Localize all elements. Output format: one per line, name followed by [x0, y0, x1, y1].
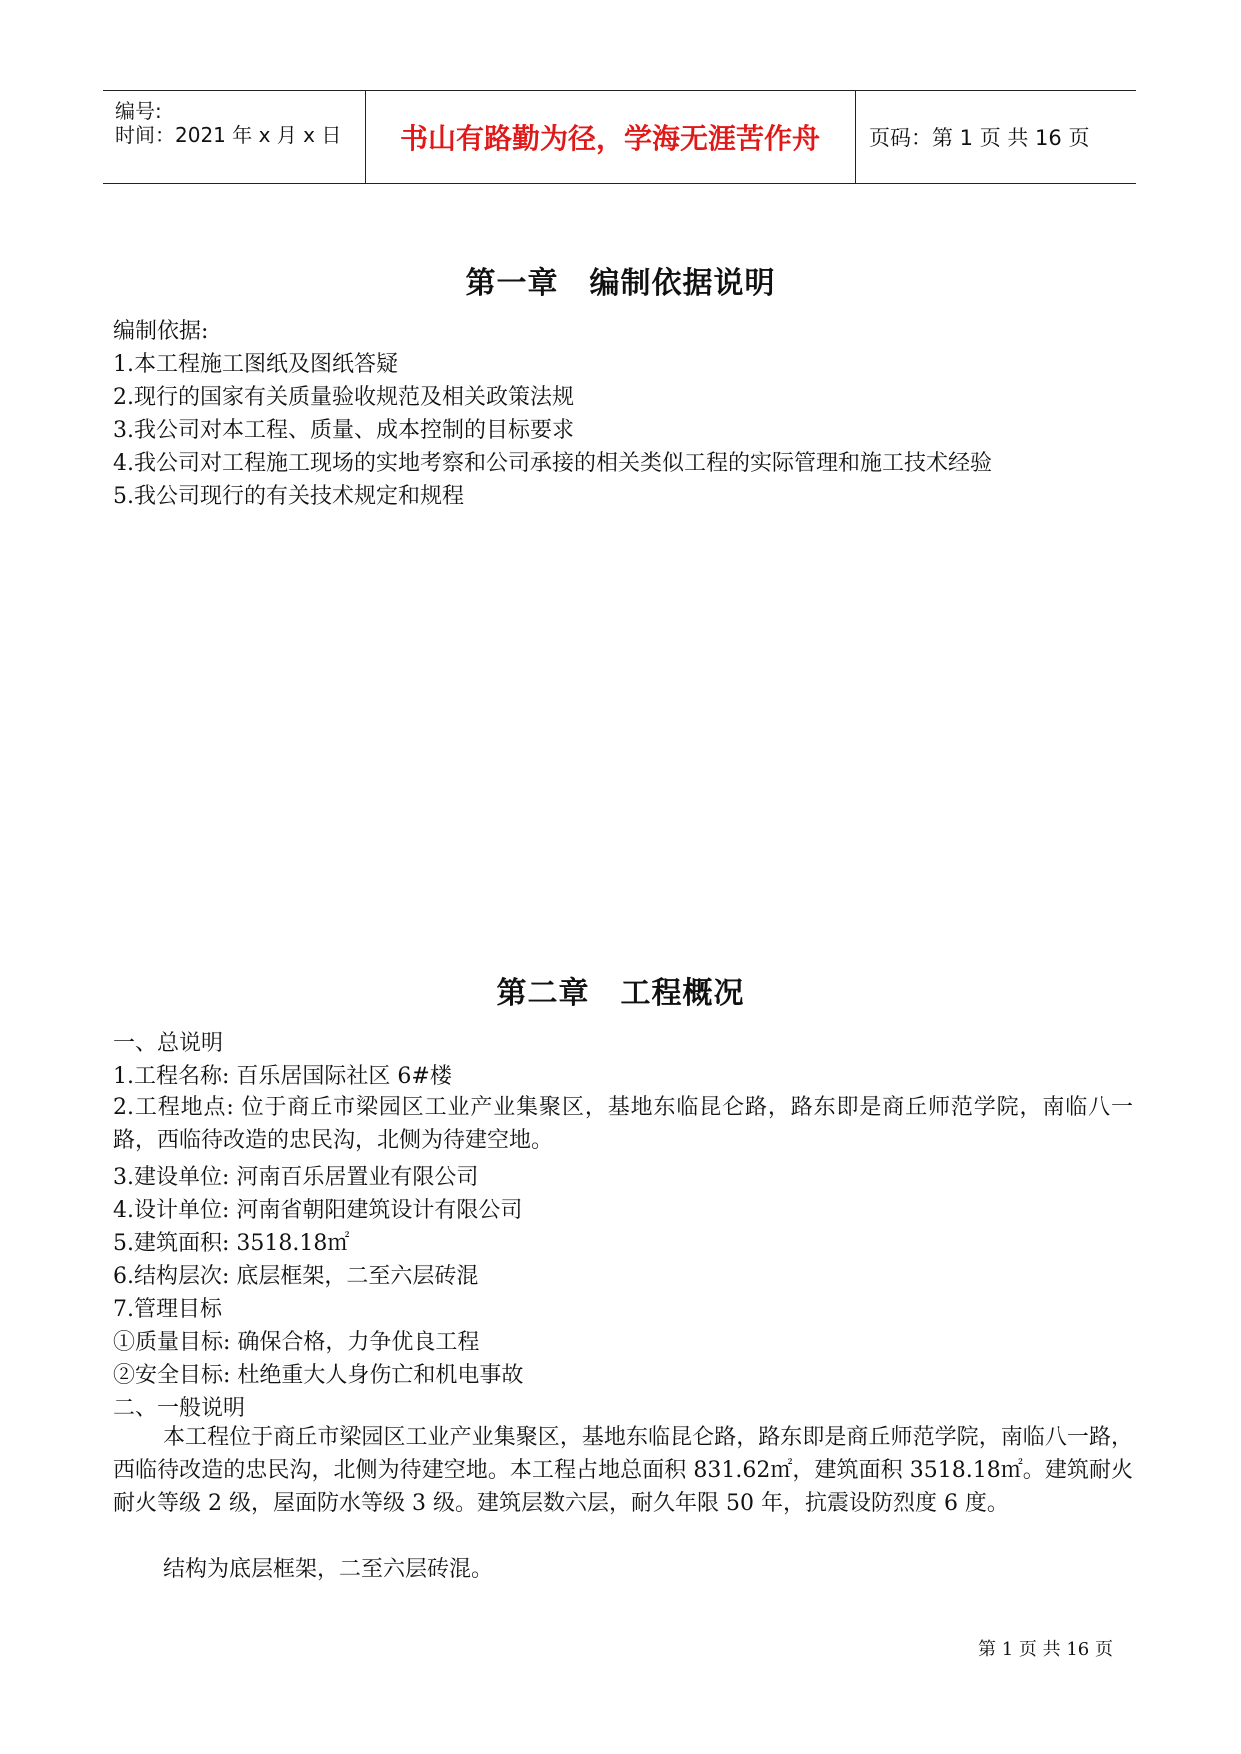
- chapter1-line: 5.我公司现行的有关技术规定和规程: [113, 484, 464, 509]
- chapter2-line: 1.工程名称: 百乐居国际社区 6#楼: [113, 1064, 452, 1089]
- chapter2-line: 一、总说明: [113, 1031, 224, 1056]
- chapter1-line: 编制依据:: [113, 319, 209, 344]
- chapter2-line: 3.建设单位: 河南百乐居置业有限公司: [113, 1165, 479, 1190]
- chapter2-line: ①质量目标: 确保合格，力争优良工程: [113, 1330, 480, 1355]
- chapter2-title: 第二章 工程概况: [496, 976, 745, 1011]
- chapter2-line: 二、一般说明: [113, 1396, 246, 1421]
- document-time-label: 时间：2021 年 x 月 x 日: [115, 123, 342, 147]
- chapter2-line: 7.管理目标: [113, 1297, 222, 1322]
- chapter2-location-paragraph: 2.工程地点: 位于商丘市梁园区工业产业集聚区，基地东临昆仑路，路东即是商丘师范学院，南临八一路，西临待改造的忠民沟，北侧为待建空地。: [113, 1095, 1133, 1153]
- chapter2-structure-paragraph: 结构为底层框架，二至六层砖混。: [163, 1557, 494, 1582]
- page-footer: 第 1 页 共 16 页: [978, 1639, 1113, 1660]
- chapter2-line: ②安全目标: 杜绝重大人身伤亡和机电事故: [113, 1363, 524, 1388]
- chapter1-title: 第一章 编制依据说明: [465, 266, 776, 301]
- chapter1-line: 3.我公司对本工程、质量、成本控制的目标要求: [113, 418, 574, 443]
- chapter2-line: 6.结构层次: 底层框架，二至六层砖混: [113, 1264, 479, 1289]
- header-motto: 书山有路勤为径，学海无涯苦作舟: [365, 91, 856, 183]
- chapter2-line: 4.设计单位: 河南省朝阳建筑设计有限公司: [113, 1198, 523, 1223]
- chapter2-general-paragraph: 本工程位于商丘市梁园区工业产业集聚区，基地东临昆仑路，路东即是商丘师范学院，南临八一路，西临待改造的忠民沟，北侧为待建空地。本工程占地总面积 831.62㎡，建筑面积 3518.18㎡。建筑耐火耐火等级 2 级，屋面防水等级 3 级。建筑层数六层，耐久年限 50 年，抗震设防烈度 6 度。: [113, 1425, 1133, 1516]
- chapter1-line: 1.本工程施工图纸及图纸答疑: [113, 352, 398, 377]
- header-page-info: 页码：第 1 页 共 16 页: [869, 126, 1090, 150]
- header-left-cell: [103, 91, 366, 183]
- chapter1-line: 4.我公司对工程施工现场的实地考察和公司承接的相关类似工程的实际管理和施工技术经验: [113, 451, 992, 476]
- document-number-label: 编号:: [115, 99, 162, 123]
- chapter1-line: 2.现行的国家有关质量验收规范及相关政策法规: [113, 385, 574, 410]
- chapter2-line: 5.建筑面积: 3518.18㎡: [113, 1231, 350, 1256]
- page-header: [103, 90, 1136, 184]
